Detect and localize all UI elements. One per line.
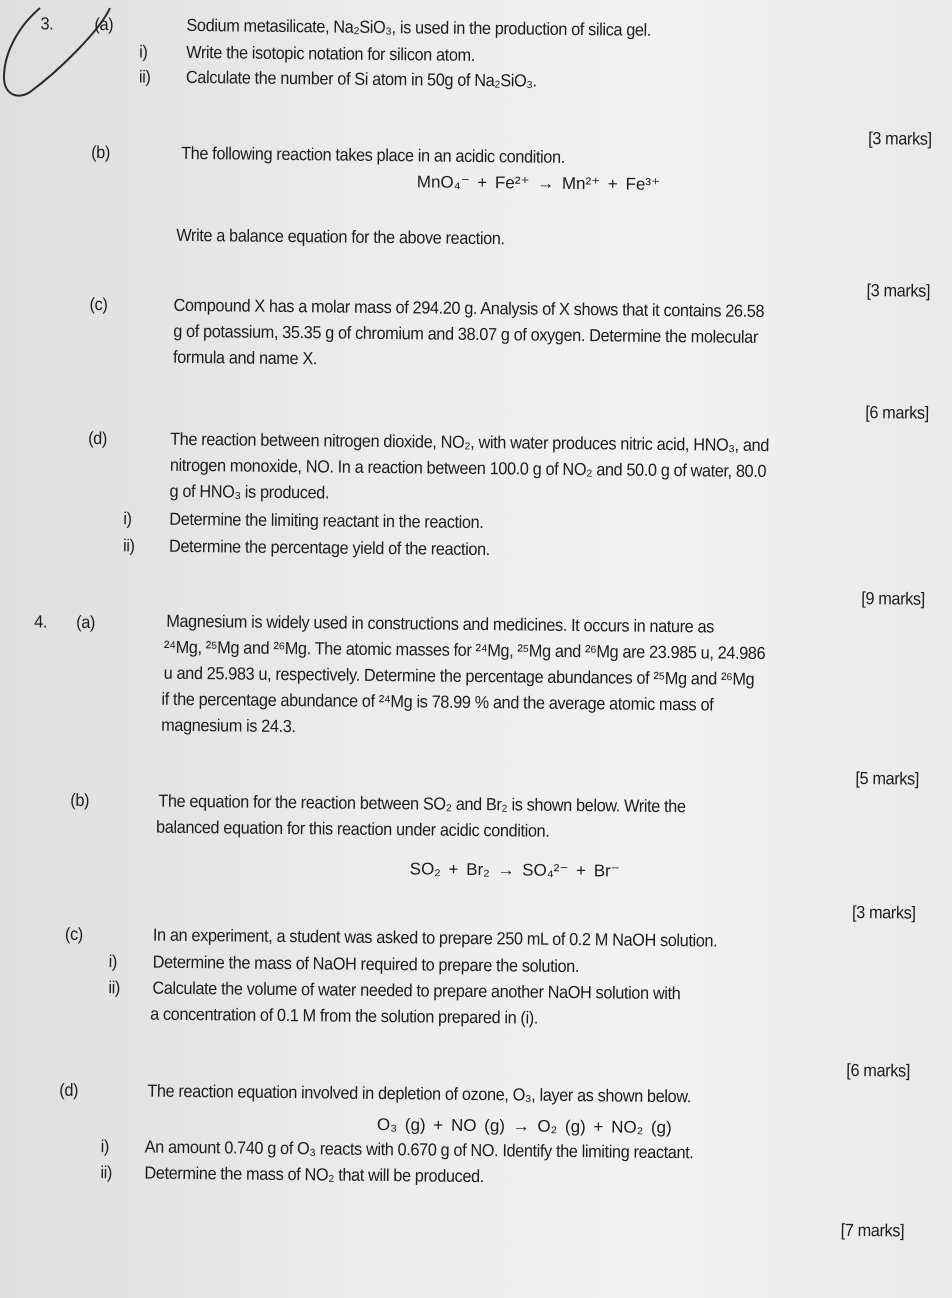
part-label: (b) bbox=[70, 789, 90, 810]
question-number: 3. bbox=[40, 13, 54, 34]
marks: [9 marks] bbox=[860, 588, 925, 609]
subpart-label: i) bbox=[123, 508, 132, 529]
subpart-label: i) bbox=[139, 41, 148, 62]
marks: [5 marks] bbox=[854, 767, 919, 789]
question-line: ²⁴Mg, ²⁵Mg and ²⁶Mg. The atomic masses for ²⁴Mg, ²⁵Mg and ²⁶Mg are 23.985 u, 24.986 bbox=[163, 636, 766, 664]
marks: [3 marks] bbox=[867, 128, 932, 149]
chemical-equation: MnO₄⁻ + Fe²⁺ → Mn²⁺ + Fe³⁺ bbox=[416, 172, 661, 194]
question-line: if the percentage abundance of ²⁴Mg is 78.99 % and the average atomic mass of bbox=[161, 688, 714, 715]
part-label: (b) bbox=[91, 141, 111, 163]
question-line: formula and name X. bbox=[172, 346, 318, 369]
question-text: Calculate the number of Si atom in 50g of Na₂SiO₃. bbox=[185, 66, 537, 91]
question-line: Magnesium is widely used in constructions and medicines. It occurs in nature as bbox=[166, 610, 715, 637]
chemical-equation: O₃ (g) + NO (g) → O₂ (g) + NO₂ (g) bbox=[376, 1114, 672, 1138]
question-text: In an experiment, a student was asked to prepare 250 mL of 0.2 M NaOH solution. bbox=[152, 924, 718, 951]
question-number: 4. bbox=[34, 611, 48, 632]
subpart-label: ii) bbox=[138, 66, 151, 87]
question-text: Determine the percentage yield of the reaction. bbox=[168, 535, 491, 560]
question-text: Sodium metasilicate, Na₂SiO₃, is used in the production of silica gel. bbox=[186, 14, 652, 40]
marks: [7 marks] bbox=[840, 1219, 905, 1241]
question-text: Determine the mass of NaOH required to prepare the solution. bbox=[152, 951, 580, 977]
subpart-label: ii) bbox=[108, 977, 121, 998]
part-label: (d) bbox=[88, 427, 108, 449]
question-text: Determine the mass of NO₂ that will be produced. bbox=[144, 1162, 485, 1187]
question-line: a concentration of 0.1 M from the solution prepared in (i). bbox=[150, 1003, 539, 1028]
question-text: The following reaction takes place in an acidic condition. bbox=[181, 142, 565, 167]
marks: [3 marks] bbox=[866, 280, 930, 301]
part-label: (c) bbox=[64, 923, 83, 944]
question-line: The equation for the reaction between SO₂ and Br₂ is shown below. Write the bbox=[158, 790, 686, 817]
subpart-label: ii) bbox=[122, 535, 135, 556]
question-line: magnesium is 24.3. bbox=[161, 714, 296, 737]
question-line: nitrogen monoxide, NO. In a reaction between 100.0 g of NO₂ and 50.0 g of water, 80.0 bbox=[169, 454, 767, 482]
subpart-label: i) bbox=[108, 951, 118, 972]
question-text: The reaction equation involved in depletion of ozone, O₃, layer as shown below. bbox=[147, 1080, 692, 1107]
question-text: Determine the limiting reactant in the reaction. bbox=[169, 508, 484, 533]
question-text: Write the isotopic notation for silicon atom. bbox=[186, 41, 476, 65]
question-line: g of potassium, 35.35 g of chromium and 38.07 g of oxygen. Determine the molecular bbox=[173, 320, 759, 347]
question-text: An amount 0.740 g of O₃ reacts with 0.670 g of NO. Identify the limiting reactant. bbox=[144, 1136, 694, 1163]
question-line: The reaction between nitrogen dioxide, NO₂, with water produces nitric acid, HNO₃, and bbox=[170, 428, 770, 456]
part-label: (d) bbox=[59, 1079, 79, 1100]
question-line: Calculate the volume of water needed to prepare another NaOH solution with bbox=[152, 977, 681, 1004]
part-label: (c) bbox=[89, 293, 108, 315]
chemical-equation: SO₂ + Br₂ → SO₄²⁻ + Br⁻ bbox=[409, 859, 620, 881]
marks: [6 marks] bbox=[864, 402, 929, 423]
marks: [3 marks] bbox=[851, 901, 916, 923]
part-label: (a) bbox=[94, 13, 114, 35]
question-line: balanced equation for this reaction under acidic condition. bbox=[155, 816, 550, 841]
subpart-label: i) bbox=[100, 1136, 110, 1157]
question-line: g of HNO₃ is produced. bbox=[169, 480, 330, 503]
question-line: Compound X has a molar mass of 294.20 g. Analysis of X shows that it contains 26.58 bbox=[173, 294, 765, 321]
question-text: Write a balance equation for the above reaction. bbox=[176, 224, 505, 249]
part-label: (a) bbox=[76, 611, 96, 633]
subpart-label: ii) bbox=[100, 1162, 113, 1183]
question-line: u and 25.983 u, respectively. Determine the percentage abundances of ²⁵Mg and ²⁶Mg bbox=[163, 662, 755, 689]
marks: [6 marks] bbox=[845, 1059, 910, 1081]
